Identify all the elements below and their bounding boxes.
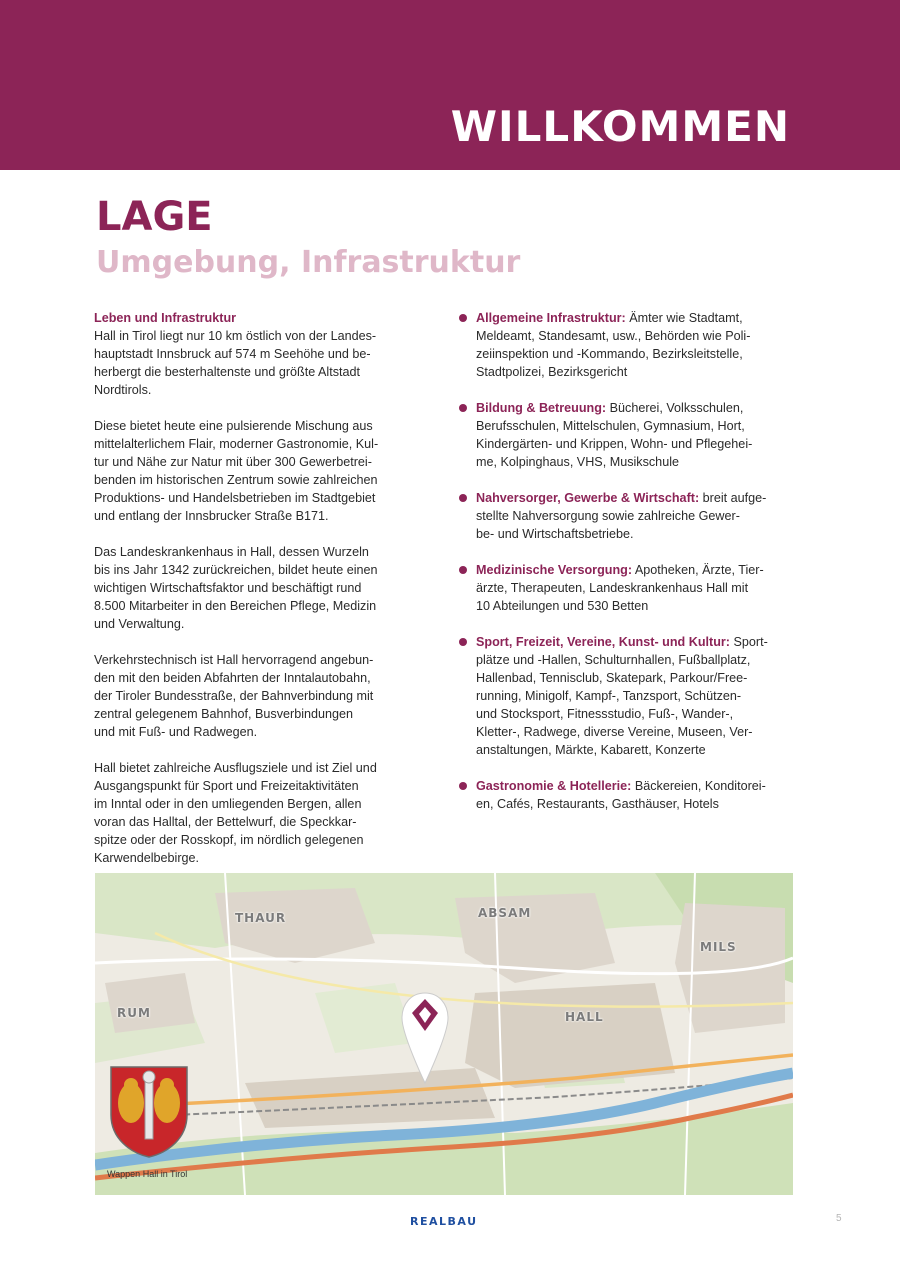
section-title: Leben und Infrastruktur xyxy=(94,311,237,325)
text-line: be- und Wirtschaftsbetriebe. xyxy=(476,527,634,541)
list-item-title: Bildung & Betreuung: xyxy=(476,401,607,415)
text-line: plätze und -Hallen, Schulturnhallen, Fußballplatz, xyxy=(476,653,751,667)
text-line: Kletter-, Radwege, diverse Vereine, Museen, Ver- xyxy=(476,725,753,739)
text-line: 8.500 Mitarbeiter in den Bereichen Pflege, Medizin xyxy=(94,599,377,613)
text-line: Sport- xyxy=(730,635,768,649)
text-line: spitze oder der Rosskopf, im nördlich gelegenen xyxy=(94,833,364,847)
coat-of-arms-icon xyxy=(107,1063,191,1159)
text-line: Produktions- und Handelsbetrieben im Stadtgebiet xyxy=(94,491,376,505)
list-item xyxy=(458,561,803,615)
page-title: LAGE xyxy=(96,194,213,240)
text-line: Verkehrstechnisch ist Hall hervorragend angebun- xyxy=(94,653,374,667)
list-item-title: Sport, Freizeit, Vereine, Kunst- und Kultur: xyxy=(476,635,730,649)
list-item xyxy=(458,633,803,759)
crest-caption: Wappen Hall in Tirol xyxy=(107,1169,188,1179)
text-line: breit aufge- xyxy=(699,491,767,505)
text-line: und Stocksport, Fitnessstudio, Fuß-, Wander-, xyxy=(476,707,734,721)
page-subtitle: Umgebung, Infrastruktur xyxy=(96,245,521,280)
text-line: Bäckereien, Konditorei- xyxy=(631,779,766,793)
text-line: Kindergärten- und Krippen, Wohn- und Pflegehei- xyxy=(476,437,753,451)
bullet-icon xyxy=(459,566,467,574)
text-line: im Inntal oder in den umliegenden Bergen, allen xyxy=(94,797,362,811)
bullet-icon xyxy=(459,494,467,502)
text-line: den mit den beiden Abfahrten der Inntalautobahn, xyxy=(94,671,371,685)
text-line: anstaltungen, Märkte, Kabarett, Konzerte xyxy=(476,743,706,757)
list-item-title: Gastronomie & Hotellerie: xyxy=(476,779,632,793)
text-line: benden im historischen Zentrum sowie zahlreichen xyxy=(94,473,378,487)
list-item-title: Allgemeine Infrastruktur: xyxy=(476,311,626,325)
bullet-icon xyxy=(459,782,467,790)
list-item xyxy=(458,489,803,543)
text-line: und Verwaltung. xyxy=(94,617,185,631)
text-line: herbergt die besterhaltenste und größte Altstadt xyxy=(94,365,361,379)
text-line: wichtigen Wirtschaftsfaktor und beschäftigt rund xyxy=(94,581,362,595)
text-line: Nordtirols. xyxy=(94,383,152,397)
map-label-rum: RUM xyxy=(117,1006,151,1020)
paragraph-verkehr xyxy=(94,651,419,741)
right-column xyxy=(458,309,803,831)
text-line: Karwendelbebirge. xyxy=(94,851,200,865)
text-line: Apotheken, Ärzte, Tier- xyxy=(632,563,764,577)
map-label-mils: MILS xyxy=(700,940,737,954)
map-label-hall: HALL xyxy=(565,1010,604,1024)
paragraph-ausflugsziele xyxy=(94,759,419,867)
page-number: 5 xyxy=(836,1213,842,1224)
text-line: running, Minigolf, Kampf-, Tanzsport, Schützen- xyxy=(476,689,742,703)
text-line: und entlang der Innsbrucker Straße B171. xyxy=(94,509,329,523)
text-line: ärzte, Therapeuten, Landeskrankenhaus Hall mit xyxy=(476,581,749,595)
map-label-absam: ABSAM xyxy=(478,906,532,920)
text-line: Bücherei, Volksschulen, xyxy=(606,401,744,415)
list-item xyxy=(458,777,803,813)
location-map xyxy=(95,873,793,1195)
left-column xyxy=(94,309,419,885)
text-line: Hall in Tirol liegt nur 10 km östlich von der Landes- xyxy=(94,329,377,343)
text-line: Diese bietet heute eine pulsierende Mischung aus xyxy=(94,419,373,433)
text-line: Hallenbad, Tennisclub, Skatepark, Parkour/Free- xyxy=(476,671,748,685)
text-line: Stadtpolizei, Bezirksgericht xyxy=(476,365,628,379)
text-line: Berufsschulen, Mittelschulen, Gymnasium, Hort, xyxy=(476,419,745,433)
paragraph-krankenhaus xyxy=(94,543,419,633)
list-item xyxy=(458,309,803,381)
bullet-icon xyxy=(459,404,467,412)
text-line: und mit Fuß- und Radwegen. xyxy=(94,725,258,739)
bullet-icon xyxy=(459,638,467,646)
text-line: Ausgangspunkt für Sport und Freizeitaktivitäten xyxy=(94,779,359,793)
text-line: en, Cafés, Restaurants, Gasthäuser, Hotels xyxy=(476,797,719,811)
list-item xyxy=(458,399,803,471)
text-line: stellte Nahversorgung sowie zahlreiche Gewer- xyxy=(476,509,740,523)
text-line: me, Kolpinghaus, VHS, Musikschule xyxy=(476,455,679,469)
list-item-title: Nahversorger, Gewerbe & Wirtschaft: xyxy=(476,491,700,505)
brand-logo: REALBAU xyxy=(410,1215,478,1228)
text-line: bis ins Jahr 1342 zurückreichen, bildet heute einen xyxy=(94,563,378,577)
bullet-icon xyxy=(459,314,467,322)
infrastructure-list xyxy=(458,309,803,813)
text-line: Das Landeskrankenhaus in Hall, dessen Wurzeln xyxy=(94,545,369,559)
text-line: zentral gelegenem Bahnhof, Busverbindungen xyxy=(94,707,354,721)
text-line: Meldeamt, Standesamt, usw., Behörden wie Poli- xyxy=(476,329,751,343)
text-line: Ämter wie Stadtamt, xyxy=(625,311,743,325)
text-line: Hall bietet zahlreiche Ausflugsziele und ist Ziel und xyxy=(94,761,377,775)
paragraph-intro xyxy=(94,309,419,399)
text-line: voran das Halltal, der Bettelwurf, die Speckkar- xyxy=(94,815,357,829)
text-line: mittelalterlichem Flair, moderner Gastronomie, Kul- xyxy=(94,437,379,451)
header-title: WILLKOMMEN xyxy=(450,102,790,151)
text-line: zeiinspektion und -Kommando, Bezirksleitstelle, xyxy=(476,347,743,361)
text-line: 10 Abteilungen und 530 Betten xyxy=(476,599,649,613)
text-line: tur und Nähe zur Natur mit über 300 Gewerbetrei- xyxy=(94,455,372,469)
list-item-title: Medizinische Versorgung: xyxy=(476,563,633,577)
map-label-thaur: THAUR xyxy=(235,911,287,925)
text-line: hauptstadt Innsbruck auf 574 m Seehöhe und be- xyxy=(94,347,371,361)
text-line: der Tiroler Bundesstraße, der Bahnverbindung mit xyxy=(94,689,374,703)
paragraph-altstadt xyxy=(94,417,419,525)
location-pin-icon xyxy=(400,991,450,1085)
